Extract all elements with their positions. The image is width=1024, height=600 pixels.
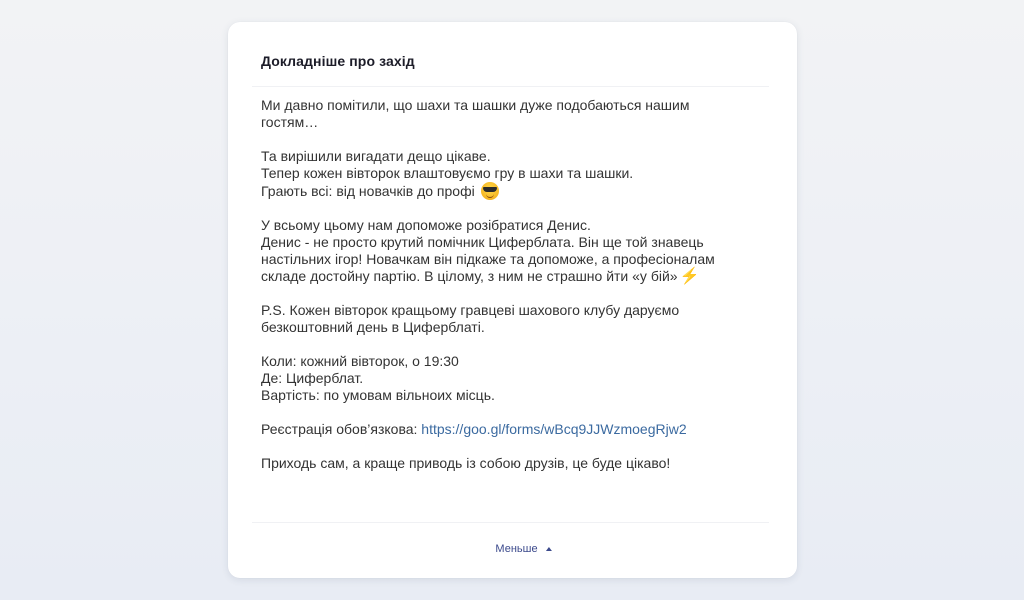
text-line: [261, 268, 721, 285]
text-line: Та вирішили вигадати дещо цікаве.: [261, 148, 491, 164]
price-line: Вартість: по умовам вільноих місць.: [261, 387, 495, 403]
event-details-card: [228, 22, 797, 578]
text-line: P.S. Кожен вівторок кращьому гравцеві шахового клубу даруємо: [261, 302, 680, 318]
sunglasses-face-emoji-icon: [481, 182, 499, 200]
text-line: [261, 182, 721, 200]
text-line: безкоштовний день в Циферблаті.: [261, 319, 485, 335]
show-less-label: Меньше: [495, 543, 538, 555]
text-line: Денис - не просто крутий помічник Циферблата. Він ще той знавець: [261, 234, 704, 250]
show-less-button[interactable]: [495, 543, 551, 555]
card-title: Докладніше про захід: [261, 53, 415, 69]
paragraph-ps: [261, 302, 721, 336]
paragraph-schedule: [261, 353, 721, 404]
registration-link[interactable]: https://goo.gl/forms/wBcq9JJWzmoegRjw2: [421, 421, 687, 437]
paragraph-host: [261, 217, 721, 285]
text-line: Приходь сам, а краще приводь із собою друзів, це буде цікаво!: [261, 455, 671, 471]
paragraph-idea: [261, 148, 721, 200]
where-line: Де: Циферблат.: [261, 370, 364, 386]
caret-up-icon: [546, 547, 552, 551]
card-footer: [252, 522, 769, 579]
when-line: Коли: кожний вівторок, о 19:30: [261, 353, 459, 369]
text-line: гостям…: [261, 114, 319, 130]
text-line: У всьому цьому нам допоможе розібратися Денис.: [261, 217, 591, 233]
lightning-bolt-emoji-icon: ⚡: [679, 268, 700, 285]
text-segment: складе достойну партію. В цілому, з ним не страшно йти «у бій»: [261, 268, 678, 284]
text-segment: Грають всі: від новачків до профі: [261, 183, 475, 199]
event-description: [261, 97, 721, 489]
text-line: Тепер кожен вівторок влаштовуємо гру в шахи та шашки.: [261, 165, 634, 181]
text-line: настільних ігор! Новачкам він підкаже та допоможе, а професіоналам: [261, 251, 715, 267]
paragraph-invite: [261, 455, 721, 472]
paragraph-intro: [261, 97, 721, 131]
registration-label: Реєстрація обов’язкова:: [261, 421, 422, 437]
paragraph-registration: [261, 421, 721, 438]
text-line: Ми давно помітили, що шахи та шашки дуже подобаються нашим: [261, 97, 690, 113]
card-header: [252, 22, 769, 87]
